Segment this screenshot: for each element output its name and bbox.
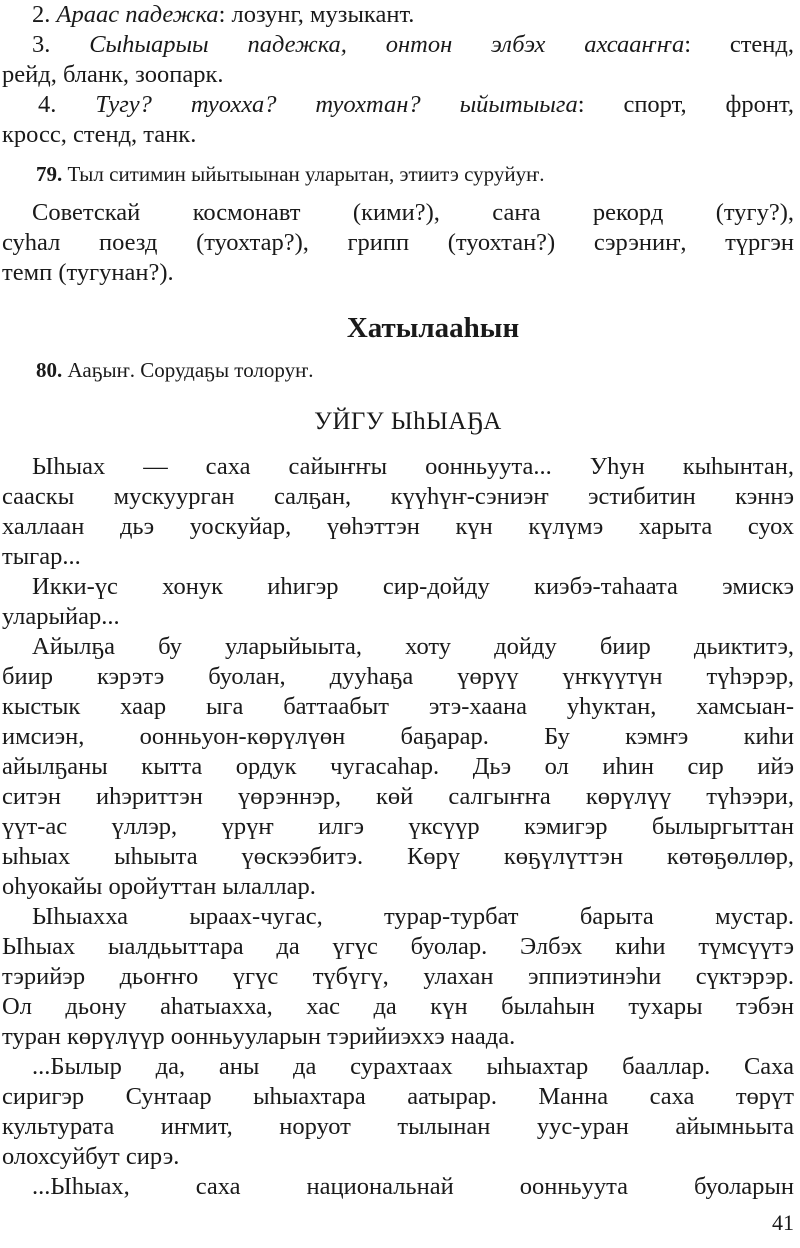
paragraph-line: тэрийэр дьоҥҥо үгүс түбүгү, улахан эппиэтинэhи сүктэрэр. [2,963,794,990]
item-4-continued: кросс, стенд, танк. [2,121,197,148]
paragraph-line: айылҕаны кытта ордук чугасаhар. Дьэ ол иhин сир ийэ [2,753,794,780]
paragraph [2,632,794,902]
section-heading [2,310,794,346]
paragraph [2,452,794,572]
paragraph-line: ыhыах ыhыыта үөскээбитэ. Көрү көҕүлүттэн көтөҕөллөр, [2,843,794,870]
paragraph-line: ...Былыр да, аны да сурахтаах ыhыахтар бааллар. Саха [32,1053,794,1080]
paragraph [2,1172,794,1202]
paragraph-line: сиригэр Сунтаар ыhыахтара аатырар. Манна саха төрүт [2,1083,794,1110]
exercise-80 [2,356,794,384]
paragraph-line: сааскы мускуурган салҕан, күүhүҥ-сэниэҥ эстибитин кэннэ [2,483,794,510]
paragraph [2,572,794,632]
paragraph-line: туран көрүлүүр оонньууларын тэрийиэххэ наада. [2,1023,516,1050]
body-text [2,452,794,1202]
exercise-80-instruction: 80. Ааҕыҥ. Сорудаҕы толоруҥ. [36,358,314,382]
exercise-79-line: Советскай космонавт (кими?), саҥа рекорд (тугу?), [32,199,794,226]
exercise-79-line: темп (тугунан?). [2,259,174,286]
section-title: Хатылааhын [346,312,520,344]
item-3-continued: рейд, бланк, зоопарк. [2,61,224,88]
paragraph-line: ситэн иhэриттэн үөрэннэр, көй салгыҥҥа көрүлүү түhээри, [2,783,794,810]
paragraph-line: уларыйар... [2,603,120,630]
text-title: УЙГУ ЫhЫАҔА [314,408,502,435]
paragraph-line: культурата иҥмит, норуот тылынан уус-уран айымньыта [2,1113,794,1140]
item-4: 4. Тугу? туохха? туохтан? ыйытыыга: спорт, фронт, [38,91,794,118]
paragraph-line: Ыhыах — саха сайыҥҥы оонньуута... Уhун кыhынтан, [32,453,794,480]
paragraph-line: Ыhыахха ыраах-чугас, турар-турбат барыта мустар. [32,903,794,930]
page-number: 41 [772,1210,794,1235]
exercise-79-line: суhал поезд (туохтар?), грипп (туохтан?) сэрэниҥ, түргэн [2,229,794,256]
paragraph-line: тыгар... [2,543,81,570]
exercise-79 [2,160,794,288]
paragraph-line: имсиэн, оонньуон-көрүлүөн баҕарар. Бу кэмҥэ киhи [2,723,794,750]
paragraph-line: олохсуйбут сирэ. [2,1143,180,1170]
item-3: 3. Сыhыарыы падежка, онтон элбэх ахсааҥҥа: стенд, [32,31,794,58]
paragraph-line: Айылҕа бу уларыйыыта, хоту дойду биир дьиктитэ, [32,633,794,660]
exercise-items [2,0,794,150]
paragraph [2,902,794,1052]
paragraph-line: үүт-ас үллэр, үрүҥ илгэ үксүүр кэмигэр былыргыттан [2,813,794,840]
paragraph-line: Ол дьону аhатыахха, хас да күн былаhын тухары тэбэн [2,993,794,1020]
paragraph [2,1052,794,1172]
item-2: 2. Араас падежка: лозунг, музыкант. [32,1,415,28]
text-title-block [2,406,794,438]
exercise-79-instruction: 79. Тыл ситимин ыйытыынан уларытан, этиитэ суруйуҥ. [36,162,545,186]
paragraph-line: кыстык хаар ыга баттаабыт этэ-хаана уhуктан, хамсыан- [2,693,794,720]
paragraph-line: Ыhыах ыалдьыттара да үгүс буолар. Элбэх киhи түмсүүтэ [2,933,794,960]
paragraph-line: Икки-үс хонук иhигэр сир-дойду киэбэ-таhаата эмискэ [32,573,794,600]
exercise-79-text [2,198,794,288]
paragraph-line: оhуокайы оройуттан ылаллар. [2,873,316,900]
paragraph-line: халлаан дьэ уоскуйар, үөhэттэн күн күлүмэ харыта суох [2,513,794,540]
paragraph-line: ...Ыhыах, саха национальнай оонньуута буоларын [32,1173,794,1200]
paragraph-line: биир кэрэтэ буолан, дууhаҕа үөрүү үҥкүүтүн түhэрэр, [2,663,794,690]
